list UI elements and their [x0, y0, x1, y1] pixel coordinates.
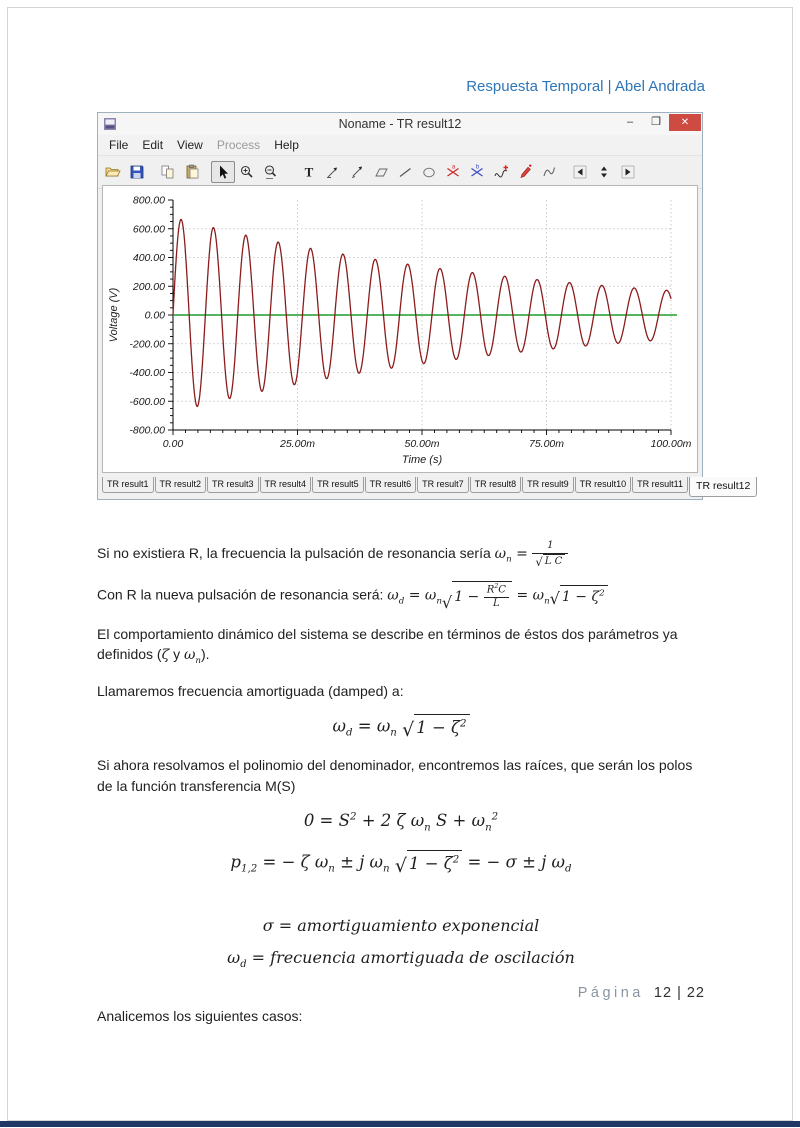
copy-button[interactable] — [156, 161, 180, 183]
tab-tr-result4[interactable]: TR result4 — [260, 477, 312, 493]
para-1: Si no existiera R, la frecuencia la pulsación de resonancia sería $\omega_n$ = 1 √ L C — [97, 540, 705, 568]
cursor-a-tool-icon — [325, 164, 341, 180]
scroll-right-button[interactable] — [616, 161, 640, 183]
x-tick-label: 0.00 — [162, 438, 184, 450]
tab-tr-result7[interactable]: TR result7 — [417, 477, 469, 493]
x-tick-label: 75.00m — [528, 438, 565, 450]
spinner-icon — [596, 164, 612, 180]
tab-tr-result2[interactable]: TR result2 — [155, 477, 207, 493]
menu-bar — [98, 135, 702, 156]
menu-file[interactable]: File — [109, 138, 129, 152]
tab-tr-result12[interactable]: TR result12 — [689, 477, 757, 497]
add-marker-icon — [493, 164, 509, 180]
spinner-button[interactable] — [592, 161, 616, 183]
x-axis-title: Time (s) — [401, 454, 443, 466]
para-2: Con R la nueva pulsación de resonancia será: $\omega_d = \omega_n$ √ 1 − $\frac{R^2C}{L}$ = $\omega_n$ √ $1 - \zeta^2$ — [97, 581, 705, 611]
zoom-out-icon — [263, 164, 279, 180]
ellipse-tool-button[interactable] — [417, 161, 441, 183]
chart-panel — [102, 185, 698, 473]
y-tick-label: 200.00 — [132, 280, 165, 293]
svg-text:b: b — [475, 164, 480, 171]
footer-pagina-label: Página — [577, 985, 644, 1001]
tab-tr-result6[interactable]: TR result6 — [365, 477, 417, 493]
ruler-tool-button[interactable] — [369, 161, 393, 183]
paste-button[interactable] — [180, 161, 204, 183]
text-tool-icon — [301, 164, 317, 180]
line-tool-button[interactable] — [393, 161, 417, 183]
text-tool-button[interactable] — [297, 161, 321, 183]
y-tick-label: 0.00 — [144, 309, 165, 322]
menu-process[interactable]: Process — [216, 138, 261, 152]
y-tick-label: -200.00 — [129, 338, 165, 351]
open-button[interactable] — [101, 161, 125, 183]
footer-page-number: 12 | 22 — [653, 985, 705, 1001]
paste-icon — [184, 164, 200, 180]
title-bar[interactable] — [98, 113, 702, 135]
open-folder-icon — [105, 164, 121, 180]
y-tick-label: -400.00 — [129, 367, 165, 379]
select-cursor-icon — [215, 164, 231, 180]
add-marker-button[interactable] — [489, 161, 513, 183]
chart-svg[interactable] — [103, 186, 697, 472]
formula-damped-frequency: $\omega_d = \omega_n$ √ $1 - \zeta^2$ — [97, 714, 705, 741]
tab-tr-result8[interactable]: TR result8 — [470, 477, 522, 493]
formula-poles: $p_{1,2}$ = − ζ $\omega_n \pm j$ $\omega_n$ √ $1 - \zeta^2$ = − σ ± j $\omega_d$ — [97, 850, 705, 877]
tab-tr-result10[interactable]: TR result10 — [575, 477, 632, 493]
y-tick-label: -800.00 — [129, 424, 165, 437]
tab-tr-result5[interactable]: TR result5 — [312, 477, 364, 493]
cursor-a-tool-button[interactable] — [321, 161, 345, 183]
axis-cursor-b-button[interactable] — [465, 161, 489, 183]
definition-omega-d: $\omega_d$ = frecuencia amortiguada de oscilación — [227, 947, 575, 971]
tab-tr-result11[interactable]: TR result11 — [632, 477, 688, 493]
tab-tr-result1[interactable]: TR result1 — [102, 477, 154, 493]
scroll-left-icon — [572, 164, 588, 180]
ellipse-tool-icon — [421, 164, 437, 180]
para-4: Llamaremos frecuencia amortiguada (damped) a: — [97, 682, 404, 699]
para-3: El comportamiento dinámico del sistema se describe en términos de éstos dos parámetros ya definidos (ζ y $\omega_n$). — [97, 626, 678, 667]
menu-edit[interactable]: Edit — [142, 138, 164, 152]
zoom-in-button[interactable] — [235, 161, 259, 183]
axis-cursor-b-icon — [469, 164, 485, 180]
save-icon — [129, 164, 145, 180]
close-button[interactable]: ✕ — [669, 114, 701, 131]
pen-tool-icon — [517, 164, 533, 180]
y-tick-label: -600.00 — [129, 395, 165, 408]
zoom-out-button[interactable] — [259, 161, 283, 183]
result-tab-bar — [102, 477, 758, 498]
curve-tool-button[interactable] — [537, 161, 561, 183]
y-tick-label: 600.00 — [132, 223, 165, 236]
formula-characteristic: $0 = S^2 + 2$ ζ $\omega_n$ $S + \omega_n^2$ — [303, 811, 499, 834]
minimize-button[interactable]: – — [626, 116, 634, 128]
window-title: Noname - TR result12 — [338, 117, 462, 131]
tab-tr-result3[interactable]: TR result3 — [207, 477, 259, 493]
cursor-b-tool-button[interactable] — [345, 161, 369, 183]
document-header: Respuesta Temporal | Abel Andrada — [466, 78, 705, 95]
scroll-left-button[interactable] — [568, 161, 592, 183]
axis-cursor-a-button[interactable] — [441, 161, 465, 183]
y-tick-label: 800.00 — [132, 194, 165, 207]
footer-accent-bar — [0, 1121, 800, 1127]
curve-tool-icon — [541, 164, 557, 180]
menu-help[interactable]: Help — [274, 138, 299, 152]
cursor-b-tool-icon — [349, 164, 365, 180]
copy-icon — [160, 164, 176, 180]
maximize-button[interactable]: ❐ — [651, 116, 661, 128]
x-tick-label: 25.00m — [279, 438, 316, 450]
x-tick-label: 100.00m — [650, 438, 692, 450]
document-body — [97, 540, 705, 1040]
app-window — [97, 112, 751, 500]
ruler-tool-icon — [373, 164, 389, 180]
y-tick-label: 400.00 — [132, 252, 165, 264]
zoom-in-icon — [239, 164, 255, 180]
para-5: Si ahora resolvamos el polinomio del denominador, encontremos las raíces, que serán los polos de la función transferencia M(S) — [97, 757, 693, 794]
tab-tr-result9[interactable]: TR result9 — [522, 477, 574, 493]
svg-text:T: T — [304, 164, 314, 180]
y-axis-title: Voltage (V) — [108, 287, 120, 343]
save-button[interactable] — [125, 161, 149, 183]
x-tick-label: 50.00m — [404, 438, 440, 450]
line-tool-icon — [397, 164, 413, 180]
page-footer — [97, 985, 705, 1001]
definition-sigma: σ = amortiguamiento exponencial — [262, 915, 540, 935]
scroll-right-icon — [620, 164, 636, 180]
para-6: Analicemos los siguientes casos: — [97, 1008, 303, 1025]
select-tool-button[interactable] — [211, 161, 235, 183]
pen-tool-button[interactable] — [513, 161, 537, 183]
menu-view[interactable]: View — [177, 138, 203, 152]
svg-text:a: a — [451, 164, 456, 171]
axis-cursor-a-icon — [445, 164, 461, 180]
